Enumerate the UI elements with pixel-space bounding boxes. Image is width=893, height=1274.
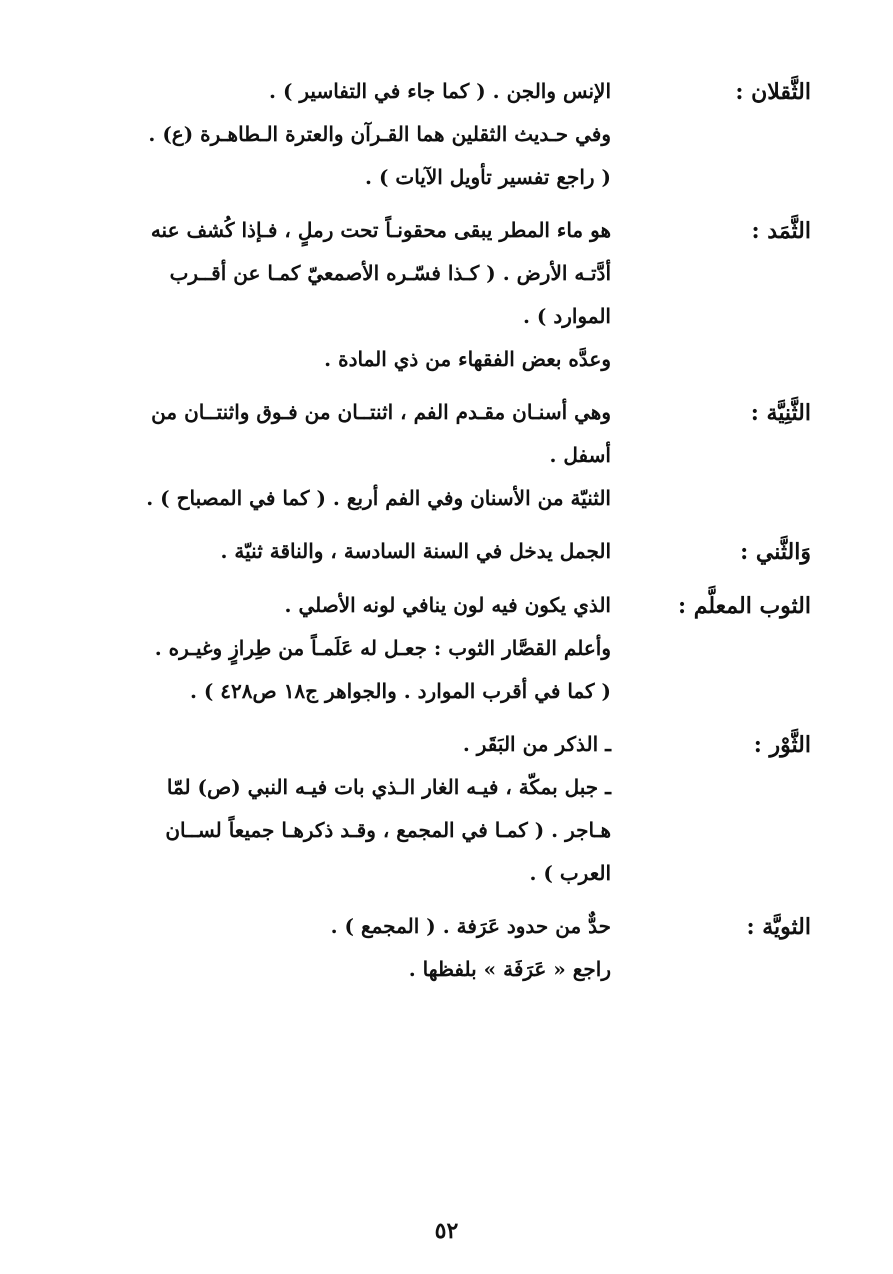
dictionary-entry (81, 70, 811, 199)
definition-line: وهي أسنـان مقـدم الفم ، اثنتــان من فـوق واثنتــان من (151, 400, 611, 424)
definition-line: ( كما في أقرب الموارد . والجواهر ج١٨ ص٤٢٨ ) . (189, 679, 611, 703)
definition-line: أدَّتـه الأرض . ( كـذا فسّـره الأصمعيّ كمـا عن أقــرب (169, 261, 611, 285)
definition-line: العرب ) . (529, 861, 611, 885)
dictionary-entry (81, 209, 811, 381)
entry-term: الثَّمَد : (751, 218, 811, 244)
definition-line: هـاجر . ( كمـا في المجمع ، وقـد ذكرهـا جميعاً لســان (165, 818, 611, 842)
entry-definition (81, 723, 611, 895)
entry-definition (81, 584, 611, 713)
definition-line: ـ جبل بمكّة ، فيـه الغار الـذي بات فيـه النبي (ص) لمّا (166, 775, 611, 799)
entry-definition (81, 905, 611, 991)
definition-line: الإنس والجن . ( كما جاء في التفاسير ) . (269, 79, 611, 103)
entry-term: الثويَّة : (746, 914, 811, 940)
page-number: ٥٢ (434, 1218, 459, 1244)
definition-line: الثنيّة من الأسنان وفي الفم أربع . ( كما في المصباح ) . (146, 486, 611, 510)
definition-line: أسفل . (549, 443, 611, 467)
definition-line: الذي يكون فيه لون ينافي لونه الأصلي . (284, 593, 611, 617)
entry-term: الثوب المعلَّم : (677, 593, 811, 619)
definition-line: وفي حـديث الثقلين هما القـرآن والعترة الـطاهـرة (ع) . (148, 122, 611, 146)
entry-definition (81, 70, 611, 199)
dictionary-entry (81, 530, 811, 574)
entry-list (81, 70, 811, 1001)
dictionary-entry (81, 723, 811, 895)
entry-term: الثَّقلان : (735, 79, 811, 105)
definition-line: حدٌّ من حدود عَرَفة . ( المجمع ) . (330, 914, 611, 938)
definition-line: الموارد ) . (522, 304, 611, 328)
definition-line: هو ماء المطر يبقى محقونـاً تحت رملٍ ، فـإذا كُشف عنه (150, 218, 611, 242)
definition-line: وأعلم القصَّار الثوب : جعـل له عَلَمـاً من طِرازٍ وغيـره . (154, 636, 611, 660)
definition-line: راجع « عَرَفَة » بلفظها . (408, 957, 611, 981)
definition-line: الجمل يدخل في السنة السادسة ، والناقة ثنيّة . (220, 539, 611, 563)
entry-term: وَالثَّني : (740, 539, 811, 565)
dictionary-entry (81, 391, 811, 520)
entry-definition (81, 391, 611, 520)
entry-definition (81, 209, 611, 381)
entry-definition (81, 530, 611, 573)
dictionary-entry (81, 584, 811, 713)
entry-term: الثَّوْر : (753, 732, 811, 758)
dictionary-entry (81, 905, 811, 991)
definition-line: ـ الذكر من البَقَر . (462, 732, 611, 756)
definition-line: وعدَّه بعض الفقهاء من ذي المادة . (324, 347, 611, 371)
entry-term: الثَّنِيَّة : (750, 400, 811, 426)
definition-line: ( راجع تفسير تأويل الآيات ) . (365, 165, 611, 189)
